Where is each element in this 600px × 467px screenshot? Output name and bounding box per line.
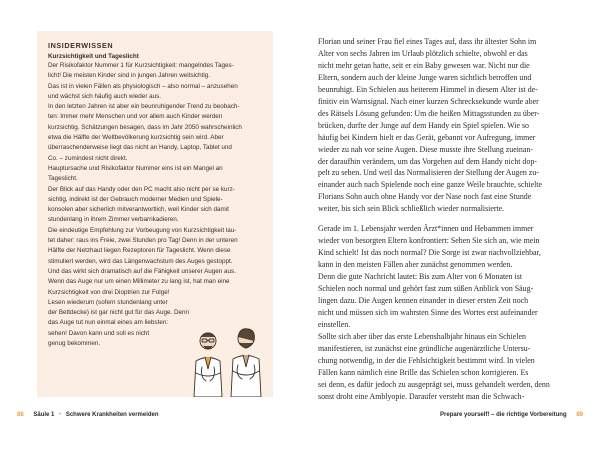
page-number-left: 88 [17,412,24,418]
text-line: weiter, bis sich sein Blick schließlich wieder normalisierte. [318,204,505,214]
paragraph-1 [318,36,566,215]
box-text-line: Kurzsichtigkeit von drei Dioptrien zur Folge! [48,288,170,296]
text-line: chung notwendig, in der die Fehlsichtigkeit bestimmt wird. In vielen [318,355,535,365]
text-line: wieder zu nah vor seine Augen. Diese musste ihre Stellung zueinan- [318,144,533,154]
box-text-line: ten: Immer mehr Menschen und vor allem auch Kinder werden [48,113,223,121]
text-line: Denn die gute Nachricht lautet: Bis zum Alter von 6 Monaten ist [318,272,523,282]
box-text-line: Co. – zumindest nicht direkt. [48,154,128,162]
box-text-line: etwa die Hälfte der Weltbevölkerung kurzsichtig sein wird. Aber [48,134,224,142]
text-line: pelt zu sehen. Und weil das Normalisieren der Stellung der Augen zu- [318,168,539,178]
box-text-line: Das ist in vielen Fällen als physiologisch – also normal – anzusehen [48,82,238,90]
text-line: einander auch nach Spielende noch eine ganze Weile brauchte, schielte [318,180,542,190]
box-title: INSIDERWISSEN [48,41,114,50]
text-line: brücken, durfte der Junge auf dem Handy ein Spiel spielen. Wie so [318,120,529,130]
footer-section: Säule 1 [33,412,55,418]
box-text-line: das Auge tut nun einmal eines am liebsten: [48,319,169,327]
page-number-right: 89 [576,412,583,418]
text-line: einstellen. [318,319,351,329]
text-line: Fällen kann nämlich eine Brille das Schielen schon korrigieren. Es [318,367,529,377]
box-text-line: Wenn das Auge nur um einen Millimeter zu lang ist, hat man eine [48,278,230,286]
text-line: nicht mehr getan hatte, seit er ein Baby gewesen war. Nicht nur die [318,60,530,70]
main-text-column [318,36,566,403]
text-line: beunruhigt. Ein Schielen aus heiterem Himmel in diesem Alter ist de- [318,84,538,94]
text-line: Florian und seiner Frau fiel eines Tages auf, dass ihr ältester Sohn im [318,37,537,46]
box-text-line: tet daher: raus ins Freie, zwei Stunden pro Tag! Denn in der unteren [48,237,238,245]
box-text-line: Und das wirkt sich dramatisch auf die Fähigkeit unserer Augen aus. [48,267,236,275]
text-line: Kind schielt! Ist das noch normal? Die Sorge ist zwar nachvollziehbar, [318,248,541,258]
text-line: finitiv ein Warnsignal. Nach einer kurzen Schrecksekunde wurde aber [318,96,539,106]
text-line: Gerade im 1. Lebensjahr werden Ärzt*innen und Hebammen immer [318,224,534,234]
box-text-line: kurzsichtig. Schätzungen besagen, dass im Jahr 2050 wahrscheinlich [48,123,242,131]
text-line: Alter von sechs Jahren im Urlaub plötzlich schielte, obwohl er das [318,48,528,58]
box-text-line: genug bekommen. [48,340,101,348]
footer-chapter-right: Prepare yourself! – die richtige Vorbereitung [440,412,567,418]
footer-left [9,412,159,418]
paragraph-2 [318,223,566,402]
text-line: der daraufhin verändern, um das Vorgehen auf dem Handy nicht dop- [318,156,537,166]
text-line: kann in den meisten Fällen aber zunächst genommen werden. [318,260,513,270]
text-line: häufig bei Kindern hielt er das Gerät, gebannt vor Aufregung, immer [318,132,536,142]
box-text-line: licht! Die meisten Kinder sind in jungen Jahren weitsichtig. [48,72,211,80]
text-line: manifestieren, ist zunächst eine gründliche augenärztliche Untersu- [318,343,531,353]
box-text-line: überraschenderweise liegt das nicht an Handy, Laptop, Tablet und [48,144,232,152]
box-text-line: Lesen wiederum (sofern stundenlang unter [48,298,168,306]
footer-separator: • [59,412,62,418]
footer-right [440,412,591,418]
box-body [48,61,266,349]
box-text-line: und wächst sich häufig auch wieder aus. [48,92,162,100]
footer-chapter-left: Schwere Krankheiten vermeiden [65,412,159,418]
box-text-line: Der Blick auf das Handy oder den PC macht also nicht per se kurz- [48,185,235,193]
text-line: Sollte sich aber über das erste Lebenshalbjahr hinaus ein Schielen [318,331,526,341]
text-line: lingen dazu. Die Augen kennen einander in dieser ersten Zeit noch [318,296,529,306]
doctors-illustration [188,327,270,397]
box-text-line: sichtig, indirekt ist der Gebrauch moderner Medien und Spiele- [48,195,223,203]
box-text-line: der Bettdecke) ist gar nicht gut für das Auge. Denn [48,309,190,317]
text-line: Florians Sohn auch ohne Handy vor der Nase noch fast eine Stunde [318,192,532,202]
box-text-line: stundenlang in ihrem Zimmer verbarrikadieren. [48,216,179,224]
text-line: Schielen noch normal und gehört fast zum süßen Anblick von Säug- [318,284,534,294]
box-text-line: konsolen aber sicherlich mitverantwortlich, weil Kinder sich damit [48,206,229,214]
text-line: sei denn, es dafür jedoch zu ausgeprägt sei, muss gehandelt werden, denn [318,379,550,389]
text-line: wieder von besorgten Eltern konfrontiert: Sehen Sie sich an, wie mein [318,236,540,246]
text-line: sonst droht eine Amblyopie. Daraufer versteht man die Schwach- [318,391,525,401]
box-text-line: Die eindeutige Empfehlung zur Vorbeugung von Kurzsichtigkeit lau- [48,226,237,234]
text-line: nicht und müssen sich im wahrsten Sinne des Wortes erst aufeinander [318,307,538,317]
text-line: Eltern, sondern auch der kleine Junge waren sichtlich betroffen und [318,72,532,82]
box-text-line: Hauptursache und Risikofaktor Nummer eins ist ein Mangel an [48,164,223,172]
box-text-line: Der Risikofaktor Nummer 1 für Kurzsichtigkeit: mangelndes Tages- [48,62,234,69]
box-text-line: stimuliert werden, wird das Längenwachstum des Auges gestoppt. [48,257,233,265]
text-line: des Rätsels Lösung gefunden: Um die heißen Mittagsstunden zu über- [318,108,540,118]
box-subtitle: Kurzsichtigkeit und Tageslicht [48,53,139,60]
box-text-line: In den letzten Jahren ist aber ein beunruhigender Trend zu beobach- [48,103,240,111]
box-text-line: sehen! Davon kann und soll es nicht [48,329,150,337]
box-text-line: Tageslicht. [48,175,78,183]
box-text-line: Hälfte der Netzhaut liegen Rezeptoren für Tageslicht. Wenn diese [48,247,231,255]
